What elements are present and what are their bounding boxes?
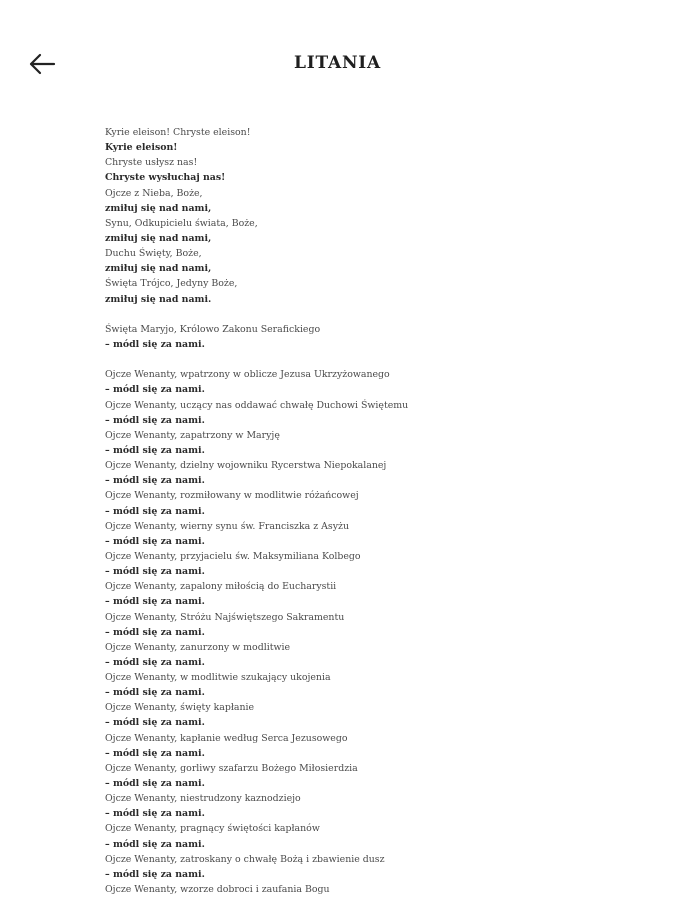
litany-response: – módl się za nami. [105,656,205,668]
litany-response: – módl się za nami. [105,444,205,456]
litany-invocation: Ojcze Wenanty, kapłanie według Serca Jezusowego [105,732,348,744]
litany-response: – módl się za nami. [105,384,205,396]
litany-invocation: Ojcze Wenanty, w modlitwie szukający ukojenia [105,672,331,684]
litany-response: zmiłuj się nad nami, [105,263,212,275]
litany-invocation: Ojcze Wenanty, przyjacielu św. Maksymiliana Kolbego [105,550,361,562]
litany-invocation: Ojcze Wenanty, zapalony miłością do Eucharystii [105,581,337,593]
litany-response: zmiłuj się nad nami, [105,232,212,244]
litany-invocation: Ojcze Wenanty, pragnący świętości kapłanów [105,823,320,835]
litany-invocation: Synu, Odkupicielu świata, Boże, [105,217,258,229]
litany-invocation: Chryste usłysz nas! [105,157,198,169]
litany-spacer [105,307,625,322]
page-title: LITANIA [293,53,382,73]
litany-response: – módl się za nami. [105,687,205,699]
litany-invocation: Święta Trójco, Jedyny Boże, [105,278,238,290]
litany-invocation: Ojcze Wenanty, zanurzony w modlitwie [105,641,291,653]
litany-invocation: Ojcze Wenanty, dzielny wojowniku Rycerstwa Niepokalanej [105,460,387,472]
app-header [0,0,675,105]
litany-invocation: Ojcze Wenanty, uczący nas oddawać chwałę Duchowi Świętemu [105,399,409,411]
litany-invocation: Ojcze Wenanty, zatroskany o chwałę Bożą i zbawienie dusz [105,853,385,865]
litany-invocation: Ojcze Wenanty, zapatrzony w Maryję [105,429,280,441]
litany-invocation: Ojcze Wenanty, święty kapłanie [105,702,255,714]
litany-text[interactable] [105,125,625,900]
litany-response: – módl się za nami. [105,808,205,820]
litany-response: – módl się za nami. [105,475,205,487]
litany-response: – módl się za nami. [105,778,205,790]
litany-spacer [105,352,625,367]
litany-invocation: Ojcze Wenanty, wzorze dobroci i zaufania Bogu [105,884,330,896]
litany-response: – módl się za nami. [105,868,205,880]
litany-invocation: Ojcze Wenanty, Stróżu Najświętszego Sakramentu [105,611,345,623]
litany-invocation: Ojcze Wenanty, wpatrzony w oblicze Jezusa Ukrzyżowanego [105,369,390,381]
litany-response: – módl się za nami. [105,414,205,426]
litany-response: – módl się za nami. [105,338,205,350]
litany-response: – módl się za nami. [105,566,205,578]
litany-invocation: Ojcze Wenanty, rozmiłowany w modlitwie różańcowej [105,490,359,502]
litany-response: zmiłuj się nad nami, [105,202,212,214]
litany-invocation: Duchu Święty, Boże, [105,248,202,260]
litany-invocation: Ojcze Wenanty, gorliwy szafarzu Bożego Miłosierdzia [105,762,358,774]
litany-invocation: Ojcze Wenanty, niestrudzony kaznodziejo [105,793,301,805]
litany-invocation: Ojcze z Nieba, Boże, [105,187,203,199]
litany-response: zmiłuj się nad nami. [105,293,212,305]
litany-invocation: Ojcze Wenanty, wierny synu św. Franciszka z Asyżu [105,520,350,532]
litany-invocation: Kyrie eleison! Chryste eleison! [105,127,251,138]
litany-response: – módl się za nami. [105,596,205,608]
litany-response: – módl się za nami. [105,535,205,547]
litany-response: – módl się za nami. [105,747,205,759]
litany-response: – módl się za nami. [105,717,205,729]
litany-invocation: Święta Maryjo, Królowo Zakonu Serafickiego [105,323,321,335]
litany-response: – módl się za nami. [105,626,205,638]
litany-response: Chryste wysłuchaj nas! [105,172,226,184]
litany-response: – módl się za nami. [105,505,205,517]
litany-response: Kyrie eleison! [105,142,178,154]
litany-response: – módl się za nami. [105,838,205,850]
